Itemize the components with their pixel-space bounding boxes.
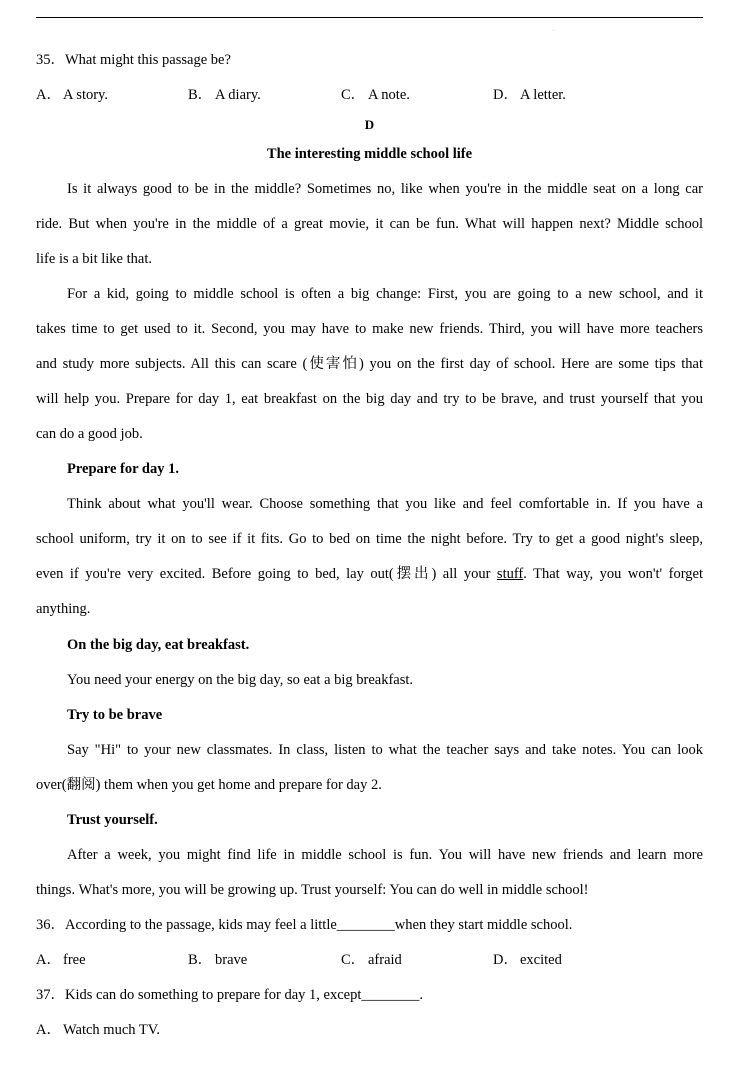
subheading-trust: Trust yourself. <box>67 812 158 828</box>
q36-option-d[interactable]: D． excited <box>493 952 562 968</box>
q36-option-a[interactable]: A． free <box>36 952 86 968</box>
paragraph-line: After a week, you might find life in middle school is fun. You will have new friends and learn more <box>67 847 703 863</box>
paragraph-line: Think about what you'll wear. Choose something that you like and feel comfortable in. If you have a <box>67 496 703 512</box>
question-36-stem: 36．According to the passage, kids may feel a little________when they start middle school. <box>36 917 573 933</box>
q36-option-b[interactable]: B． brave <box>188 952 248 968</box>
paragraph-line: and study more subjects. All this can scare (使害怕) you on the first day of school. Here are some tips that <box>36 356 703 372</box>
question-35-stem: 35．What might this passage be? <box>36 52 231 68</box>
paragraph-line: life is a bit like that. <box>36 251 152 267</box>
subheading-prepare: Prepare for day 1. <box>67 461 179 477</box>
paragraph-line: For a kid, going to middle school is often a big change: First, you are going to a new school, and it <box>67 286 703 302</box>
passage-title: The interesting middle school life <box>266 146 473 162</box>
subheading-brave: Try to be brave <box>67 707 163 723</box>
option-key: A． <box>36 1022 61 1038</box>
scan-dot: · <box>552 28 554 34</box>
paragraph-line: school uniform, try it on to see if it fits. Go to bed on time the night before. Try to get a good night's sleep, <box>36 531 703 547</box>
subheading-breakfast: On the big day, eat breakfast. <box>67 637 250 653</box>
paragraph-line: anything. <box>36 601 91 617</box>
underlined-word-stuff: stuff <box>496 566 524 582</box>
line-text: even if you're very excited. Before going to bed, lay out(摆出) all your <box>36 566 497 582</box>
line-text: . That way, you won't' forget <box>523 566 703 582</box>
top-rule <box>36 17 703 18</box>
paragraph-line: can do a good job. <box>36 426 143 442</box>
section-letter: D <box>364 117 375 132</box>
q35-option-b[interactable]: B． A diary. <box>188 87 261 103</box>
q35-option-c[interactable]: C． A note. <box>341 87 410 103</box>
paragraph-line: Is it always good to be in the middle? Sometimes no, like when you're in the middle seat on a long car <box>67 181 703 197</box>
paragraph-line <box>36 557 703 592</box>
q35-option-a[interactable]: A． A story. <box>36 87 108 103</box>
option-text: Watch much TV. <box>63 1022 160 1038</box>
paragraph-line: will help you. Prepare for day 1, eat breakfast on the big day and try to be brave, and trust yourself that you <box>36 391 703 407</box>
q36-option-c[interactable]: C． afraid <box>341 952 402 968</box>
paragraph-line: things. What's more, you will be growing up. Trust yourself: You can do well in middle school! <box>36 882 589 898</box>
q35-option-d[interactable]: D． A letter. <box>493 87 566 103</box>
paragraph-line: You need your energy on the big day, so eat a big breakfast. <box>67 672 414 688</box>
q37-option-a[interactable] <box>36 1013 703 1048</box>
paragraph-line: Say "Hi" to your new classmates. In class, listen to what the teacher says and take notes. You can look <box>67 742 703 758</box>
question-36-options <box>36 943 703 978</box>
paragraph-line: ride. But when you're in the middle of a great movie, it can be fun. What will happen next? Middle school <box>36 216 703 232</box>
paragraph-line: over(翻阅) them when you get home and prepare for day 2. <box>36 777 382 793</box>
paragraph-line: takes time to get used to it. Second, you may have to make new friends. Third, you will have more teachers <box>36 321 703 337</box>
question-37-stem: 37．Kids can do something to prepare for day 1, except________. <box>36 987 423 1003</box>
